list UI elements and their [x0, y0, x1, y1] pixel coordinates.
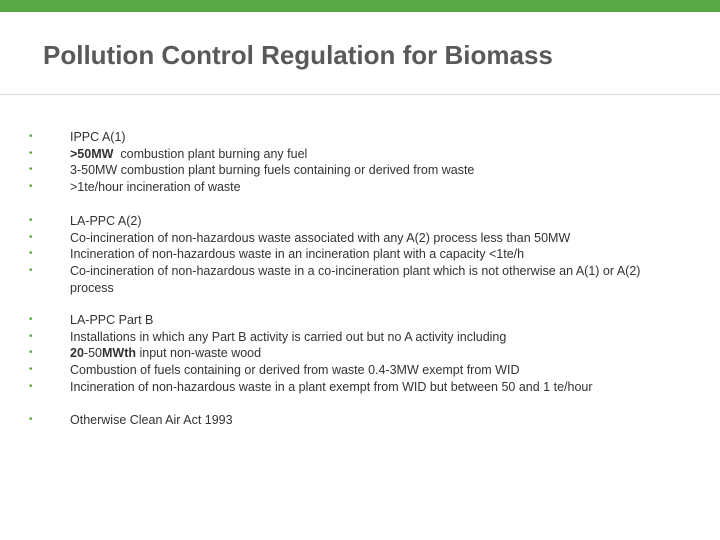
bullet-icon: •	[29, 248, 33, 260]
bullet-group-la-ppc-a2	[0, 213, 720, 297]
list-item	[0, 213, 670, 230]
item-text: Installations in which any Part B activity is carried out but no A activity including	[70, 329, 507, 344]
list-item	[0, 412, 670, 429]
bullet-icon: •	[29, 181, 33, 193]
item-text: Incineration of non-hazardous waste in an incineration plant with a capacity <1te/h	[70, 247, 525, 262]
list-item	[0, 379, 670, 396]
item-text: Otherwise Clean Air Act 1993	[70, 413, 233, 427]
bullet-icon: •	[29, 265, 33, 277]
list-item	[0, 362, 670, 379]
list-item	[0, 162, 670, 179]
list-item	[0, 312, 670, 329]
bullet-icon: •	[29, 414, 33, 425]
list-item	[0, 179, 670, 196]
item-text: LA-PPC A(2)	[70, 214, 142, 228]
list-item	[0, 263, 666, 296]
list-item	[0, 345, 670, 362]
top-accent-bar	[0, 0, 720, 12]
item-text: Combustion of fuels containing or derived from waste 0.4-3MW exempt from WID	[70, 363, 520, 378]
item-text: 3-50MW combustion plant burning fuels containing or derived from waste	[70, 163, 475, 178]
bullet-icon: •	[29, 314, 33, 325]
bullet-icon: •	[29, 347, 33, 359]
item-bold-text: MWth	[101, 346, 136, 361]
item-text: Co-incineration of non-hazardous waste associated with any A(2) process less than 50MW	[70, 230, 571, 245]
item-text: >1te/hour incineration of waste	[70, 180, 241, 195]
item-text: Incineration of non-hazardous waste in a plant exempt from WID but between 50 and 1 te/hour	[70, 379, 593, 394]
bullet-icon: •	[29, 380, 33, 392]
list-item	[0, 146, 670, 163]
slide-title: Pollution Control Regulation for Biomass	[43, 40, 553, 70]
list-item	[0, 246, 670, 263]
item-text: -50	[83, 346, 102, 361]
bullet-icon: •	[29, 164, 33, 176]
bullet-group-la-ppc-part-b	[0, 312, 720, 396]
bullet-icon: •	[29, 215, 33, 226]
item-text: input non-waste wood	[136, 346, 262, 361]
bullet-group-clean-air-act	[0, 412, 720, 429]
list-item	[0, 329, 670, 346]
bullet-icon: •	[29, 231, 33, 243]
item-text: IPPC A(1)	[70, 130, 126, 144]
item-bold-text: 20	[70, 346, 84, 361]
bullet-icon: •	[29, 131, 33, 142]
list-item	[0, 230, 670, 247]
bullet-group-ippc-a1	[0, 129, 720, 196]
item-text: Co-incineration of non-hazardous waste in a co-incineration plant which is not otherwise an A(1) or A(2) process	[70, 264, 641, 295]
item-text: combustion plant burning any fuel	[113, 146, 308, 161]
bullet-icon: •	[29, 364, 33, 376]
item-bold-text: >50MW	[70, 146, 114, 161]
item-text: LA-PPC Part B	[70, 313, 154, 327]
list-item	[0, 129, 670, 146]
bullet-icon: •	[29, 147, 33, 159]
bullet-icon: •	[29, 330, 33, 342]
title-divider	[0, 94, 720, 95]
